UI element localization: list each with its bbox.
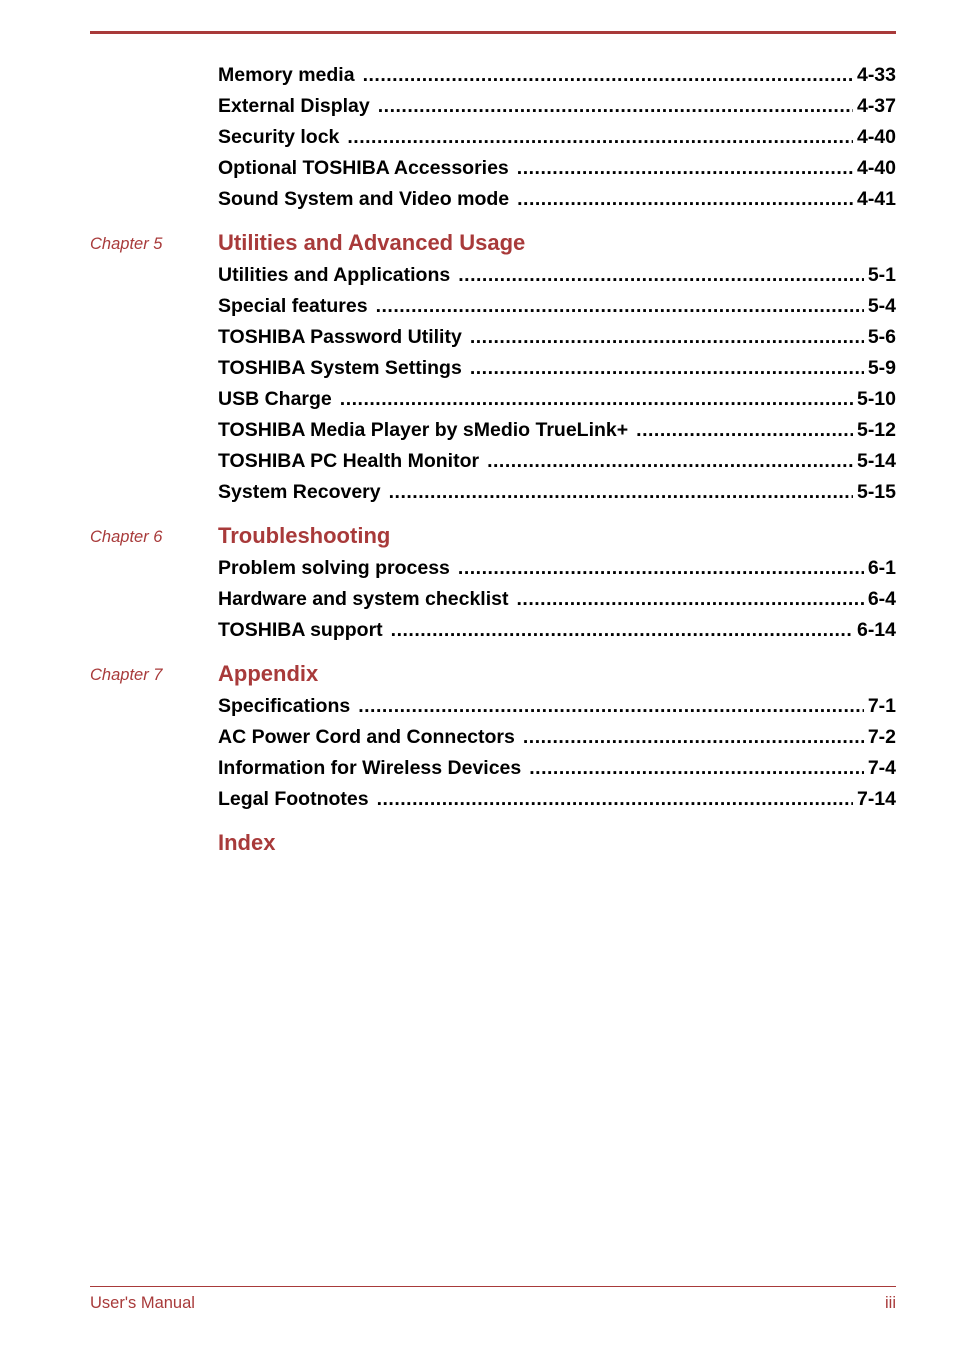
dot-leader: [340, 387, 853, 411]
toc-entry-title: Security lock: [218, 126, 340, 148]
toc-entry-page: 5-9: [867, 357, 896, 379]
toc-entry-title: Optional TOSHIBA Accessories: [218, 157, 509, 179]
chapter-title[interactable]: Index: [218, 830, 276, 855]
toc-entry[interactable]: [218, 756, 896, 780]
chapter-title[interactable]: Appendix: [218, 661, 319, 686]
toc-entry[interactable]: [218, 556, 896, 580]
toc-entry[interactable]: [218, 387, 896, 411]
dot-leader: [458, 556, 864, 580]
toc-entry[interactable]: [218, 94, 896, 118]
toc-entry[interactable]: [218, 356, 896, 380]
toc-entry-title: AC Power Cord and Connectors: [218, 726, 515, 748]
toc-entry-page: 5-12: [856, 419, 896, 441]
toc-entry[interactable]: [218, 294, 896, 318]
dot-leader: [487, 449, 853, 473]
toc-entry[interactable]: [218, 263, 896, 287]
toc-entry[interactable]: [218, 187, 896, 211]
dot-leader: [517, 187, 853, 211]
footer-page-number: iii: [885, 1294, 896, 1312]
chapter-title[interactable]: Troubleshooting: [218, 523, 391, 548]
toc-entry-page: 4-40: [856, 126, 896, 148]
chapter-label: Chapter 7: [90, 666, 163, 684]
toc-entry-page: 6-1: [867, 557, 896, 579]
toc-entry-title: Sound System and Video mode: [218, 188, 510, 210]
toc-entry-page: 4-41: [856, 188, 896, 210]
toc-entry[interactable]: [218, 418, 896, 442]
toc-entry-page: 5-10: [856, 388, 896, 410]
dot-leader: [523, 725, 864, 749]
chapter-label: Chapter 6: [90, 528, 163, 546]
toc-entry-page: 7-14: [856, 788, 896, 810]
toc-entry-title: Specifications: [218, 695, 351, 717]
toc-entry-title: TOSHIBA PC Health Monitor: [218, 450, 480, 472]
dot-leader: [517, 156, 853, 180]
toc-entry[interactable]: [218, 618, 896, 642]
toc-entry-title: TOSHIBA support: [218, 619, 383, 641]
toc-entry-page: 4-33: [856, 64, 896, 86]
dot-leader: [391, 618, 853, 642]
chapter-title[interactable]: Utilities and Advanced Usage: [218, 230, 526, 255]
toc-entry-page: 5-1: [867, 264, 896, 286]
toc-entry-title: Hardware and system checklist: [218, 588, 509, 610]
toc-entry-title: Legal Footnotes: [218, 788, 369, 810]
footer-manual-title: User's Manual: [90, 1294, 195, 1312]
toc-entry-page: 7-1: [867, 695, 896, 717]
dot-leader: [516, 587, 863, 611]
toc-entry-page: 5-4: [867, 295, 896, 317]
dot-leader: [347, 125, 853, 149]
dot-leader: [363, 63, 853, 87]
toc-entry-title: Memory media: [218, 64, 355, 86]
header-rule: [90, 31, 896, 34]
dot-leader: [470, 325, 864, 349]
toc-entry[interactable]: [218, 725, 896, 749]
toc-entry-page: 5-6: [867, 326, 896, 348]
toc-entry[interactable]: [218, 480, 896, 504]
dot-leader: [636, 418, 853, 442]
dot-leader: [376, 294, 864, 318]
toc-entry-title: Special features: [218, 295, 368, 317]
toc-entry-title: TOSHIBA System Settings: [218, 357, 462, 379]
toc-entry-page: 7-4: [867, 757, 896, 779]
toc-entry-page: 4-37: [856, 95, 896, 117]
dot-leader: [389, 480, 853, 504]
toc-entry-title: Information for Wireless Devices: [218, 757, 522, 779]
toc-entry-title: TOSHIBA Password Utility: [218, 326, 462, 348]
toc-entry-title: System Recovery: [218, 481, 381, 503]
toc-entry-page: 5-15: [856, 481, 896, 503]
toc-entry-page: 4-40: [856, 157, 896, 179]
toc-entry-page: 6-14: [856, 619, 896, 641]
toc-entry-title: USB Charge: [218, 388, 332, 410]
toc-entry[interactable]: [218, 449, 896, 473]
toc-entry[interactable]: [218, 63, 896, 87]
toc-entry[interactable]: [218, 587, 896, 611]
chapter-label: Chapter 5: [90, 235, 163, 253]
dot-leader: [529, 756, 864, 780]
toc-entry-title: Problem solving process: [218, 557, 450, 579]
dot-leader: [358, 694, 864, 718]
toc-entry-page: 6-4: [867, 588, 896, 610]
dot-leader: [378, 94, 853, 118]
dot-leader: [470, 356, 864, 380]
toc-entry-page: 7-2: [867, 726, 896, 748]
toc-entry-page: 5-14: [856, 450, 896, 472]
toc-entry-title: TOSHIBA Media Player by sMedio TrueLink+: [218, 419, 629, 441]
dot-leader: [377, 787, 853, 811]
toc-entry[interactable]: [218, 125, 896, 149]
toc-entry[interactable]: [218, 694, 896, 718]
dot-leader: [458, 263, 864, 287]
toc-entry[interactable]: [218, 156, 896, 180]
toc-entry[interactable]: [218, 325, 896, 349]
toc-entry[interactable]: [218, 787, 896, 811]
footer-rule: [90, 1286, 896, 1287]
toc-entry-title: External Display: [218, 95, 370, 117]
toc-entry-title: Utilities and Applications: [218, 264, 451, 286]
